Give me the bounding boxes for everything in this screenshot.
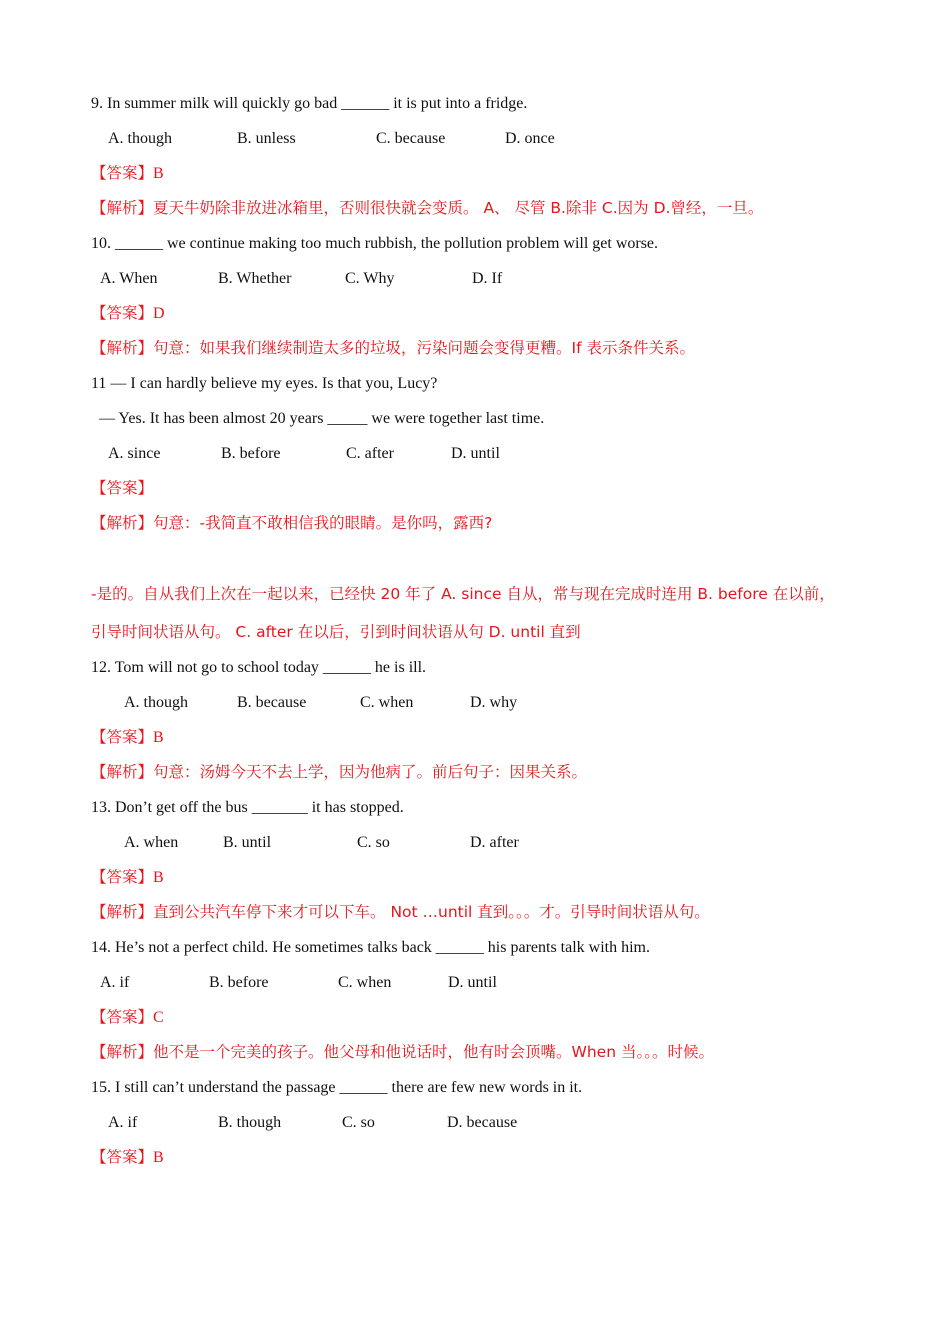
q13-answer: 【答案】B bbox=[91, 868, 164, 886]
q12-option-c: C. when bbox=[360, 694, 414, 711]
q13-analysis: 【解析】直到公共汽车停下来才可以下车。 Not …until 直到。。。才。引导时间状语从句。 bbox=[91, 903, 710, 921]
question-13-stem: 13. Don’t get off the bus _______ it has stopped. bbox=[91, 799, 404, 816]
question-11-stem-reply: — Yes. It has been almost 20 years _____ we were together last time. bbox=[99, 410, 545, 427]
q9-option-d: D. once bbox=[505, 130, 555, 147]
q11-analysis: 【解析】句意：-我简直不敢相信我的眼睛。是你吗，露西? bbox=[91, 514, 493, 532]
q15-option-b: B. though bbox=[218, 1114, 282, 1131]
q15-option-a: A. if bbox=[108, 1114, 138, 1131]
q10-option-c: C. Why bbox=[345, 270, 395, 287]
q10-option-a: A. When bbox=[100, 270, 158, 287]
q12-answer: 【答案】B bbox=[91, 728, 164, 746]
q10-analysis: 【解析】句意：如果我们继续制造太多的垃圾，污染问题会变得更糟。If 表示条件关系。 bbox=[91, 339, 695, 357]
question-11-stem: 11 — I can hardly believe my eyes. Is that you, Lucy? bbox=[91, 375, 438, 392]
q15-option-d: D. because bbox=[447, 1114, 518, 1131]
q10-option-d: D. If bbox=[472, 270, 503, 287]
q11-option-d: D. until bbox=[451, 445, 500, 462]
question-15-stem: 15. I still can’t understand the passage ______ there are few new words in it. bbox=[91, 1079, 583, 1096]
q12-option-a: A. though bbox=[124, 694, 188, 711]
q11-analysis-line-3: 引导时间状语从句。 C. after 在以后，引到时间状语从句 D. until 直到 bbox=[91, 623, 581, 641]
q14-option-a: A. if bbox=[100, 974, 130, 991]
question-9-stem: 9. In summer milk will quickly go bad ______ it is put into a fridge. bbox=[91, 95, 528, 112]
q13-option-c: C. so bbox=[357, 834, 390, 851]
q11-option-b: B. before bbox=[221, 445, 281, 462]
q11-option-a: A. since bbox=[108, 445, 161, 462]
q9-option-a: A. though bbox=[108, 130, 172, 147]
q14-answer: 【答案】C bbox=[91, 1008, 164, 1026]
q10-option-b: B. Whether bbox=[218, 270, 292, 287]
q14-option-c: C. when bbox=[338, 974, 392, 991]
q9-answer: 【答案】B bbox=[91, 164, 164, 182]
q10-answer: 【答案】D bbox=[91, 304, 165, 322]
q11-option-c: C. after bbox=[346, 445, 394, 462]
question-12-stem: 12. Tom will not go to school today ______ he is ill. bbox=[91, 659, 427, 676]
q14-option-d: D. until bbox=[448, 974, 497, 991]
question-10-stem: 10. ______ we continue making too much rubbish, the pollution problem will get worse. bbox=[91, 235, 659, 252]
q9-option-c: C. because bbox=[376, 130, 446, 147]
q15-answer: 【答案】B bbox=[91, 1148, 164, 1166]
q12-option-b: B. because bbox=[237, 694, 307, 711]
q15-option-c: C. so bbox=[342, 1114, 375, 1131]
question-14-stem: 14. He’s not a perfect child. He sometimes talks back ______ his parents talk with him. bbox=[91, 939, 650, 956]
q9-option-b: B. unless bbox=[237, 130, 296, 147]
q11-answer: 【答案】 bbox=[91, 479, 154, 497]
q12-option-d: D. why bbox=[470, 694, 518, 711]
q14-analysis: 【解析】他不是一个完美的孩子。他父母和他说话时，他有时会顶嘴。When 当。。。时候。 bbox=[91, 1043, 714, 1061]
q13-option-b: B. until bbox=[223, 834, 272, 851]
q13-option-a: A. when bbox=[124, 834, 179, 851]
q14-option-b: B. before bbox=[209, 974, 269, 991]
q13-option-d: D. after bbox=[470, 834, 519, 851]
q12-analysis: 【解析】句意：汤姆今天不去上学，因为他病了。前后句子：因果关系。 bbox=[91, 763, 588, 781]
q9-analysis: 【解析】夏天牛奶除非放进冰箱里，否则很快就会变质。 A、 尽管 B.除非 C.因为 D.曾经，一旦。 bbox=[91, 199, 764, 217]
q11-analysis-line-2: -是的。自从我们上次在一起以来，已经快 20 年了 A. since 自从，常与现在完成时连用 B. before 在以前， bbox=[91, 585, 835, 603]
